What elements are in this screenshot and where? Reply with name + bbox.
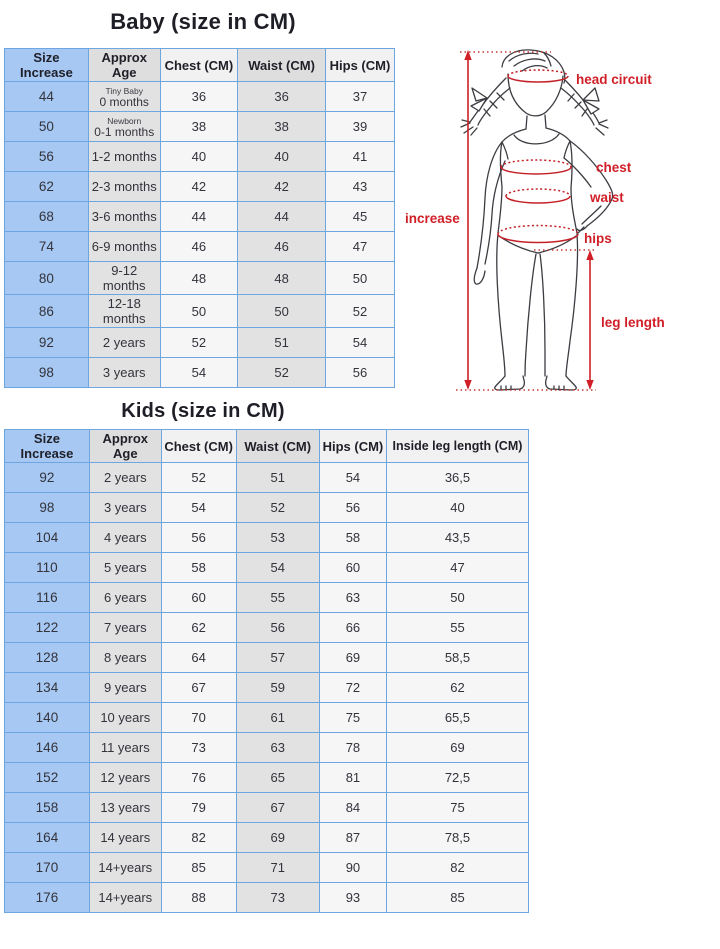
- hips-ellipse: [498, 226, 578, 243]
- cell-age: 14+years: [89, 883, 161, 913]
- cell-chest: 85: [161, 853, 236, 883]
- cell-age: 3 years: [89, 493, 161, 523]
- cell-size: 62: [5, 172, 89, 202]
- cell-hips: 81: [319, 763, 386, 793]
- cell-waist: 69: [236, 823, 319, 853]
- cell-hips: 58: [319, 523, 386, 553]
- cell-waist: 36: [238, 82, 326, 112]
- hips-label: hips: [584, 231, 612, 246]
- cell-size: 92: [5, 328, 89, 358]
- cell-chest: 64: [161, 643, 236, 673]
- cell-waist: 67: [236, 793, 319, 823]
- cell-waist: 46: [238, 232, 326, 262]
- cell-chest: 36: [160, 82, 238, 112]
- table-row: [5, 262, 395, 295]
- cell-waist: 53: [236, 523, 319, 553]
- cell-age: 14+years: [89, 853, 161, 883]
- cell-age: 7 years: [89, 613, 161, 643]
- cell-waist: 52: [236, 493, 319, 523]
- cell-waist: 73: [236, 883, 319, 913]
- column-header: Size Increase: [5, 430, 90, 463]
- cell-waist: 55: [236, 583, 319, 613]
- cell-hips: 87: [319, 823, 386, 853]
- age-note: Newborn: [107, 116, 142, 126]
- cell-waist: 61: [236, 703, 319, 733]
- cell-age: 3-6 months: [88, 202, 160, 232]
- cell-age: 10 years: [89, 703, 161, 733]
- cell-age: 2-3 months: [88, 172, 160, 202]
- table-row: [5, 673, 529, 703]
- table-row: [5, 583, 529, 613]
- cell-size: 92: [5, 463, 90, 493]
- header-row: [5, 49, 395, 82]
- cell-chest: 54: [160, 358, 238, 388]
- cell-size: 170: [5, 853, 90, 883]
- cell-age: 3 years: [88, 358, 160, 388]
- table-row: [5, 703, 529, 733]
- kids-size-table: [4, 429, 529, 913]
- cell-waist: 48: [238, 262, 326, 295]
- cell-age: 1-2 months: [88, 142, 160, 172]
- cell-chest: 50: [160, 295, 238, 328]
- table-row: [5, 793, 529, 823]
- cell-leg: 47: [386, 553, 528, 583]
- cell-waist: 44: [238, 202, 326, 232]
- table-row: [5, 232, 395, 262]
- cell-waist: 65: [236, 763, 319, 793]
- cell-leg: 62: [386, 673, 528, 703]
- cell-waist: 50: [238, 295, 326, 328]
- cell-chest: 73: [161, 733, 236, 763]
- cell-chest: 88: [161, 883, 236, 913]
- cell-hips: 84: [319, 793, 386, 823]
- cell-leg: 69: [386, 733, 528, 763]
- cell-age: 4 years: [89, 523, 161, 553]
- cell-size: 44: [5, 82, 89, 112]
- table-row: [5, 295, 395, 328]
- column-header: Size Increase: [5, 49, 89, 82]
- cell-size: 110: [5, 553, 90, 583]
- table-row: [5, 523, 529, 553]
- table-row: [5, 82, 395, 112]
- cell-age: 9 years: [89, 673, 161, 703]
- header-row: [5, 430, 529, 463]
- column-header: Hips (CM): [325, 49, 394, 82]
- table-row: [5, 142, 395, 172]
- table-row: [5, 358, 395, 388]
- cell-leg: 36,5: [386, 463, 528, 493]
- cell-leg: 43,5: [386, 523, 528, 553]
- cell-chest: 56: [161, 523, 236, 553]
- cell-chest: 62: [161, 613, 236, 643]
- cell-age: [88, 112, 160, 142]
- cell-waist: 59: [236, 673, 319, 703]
- cell-hips: 69: [319, 643, 386, 673]
- baby-section-title: Baby (size in CM): [110, 9, 296, 34]
- cell-leg: 82: [386, 853, 528, 883]
- measurement-figure: [398, 36, 720, 428]
- cell-hips: 56: [325, 358, 394, 388]
- cell-chest: 70: [161, 703, 236, 733]
- waist-ellipse: [506, 189, 570, 203]
- cell-size: 104: [5, 523, 90, 553]
- column-header: Chest (CM): [160, 49, 238, 82]
- cell-hips: 54: [325, 328, 394, 358]
- measurement-annotations: [405, 50, 665, 390]
- cell-chest: 54: [161, 493, 236, 523]
- cell-size: 74: [5, 232, 89, 262]
- cell-size: 140: [5, 703, 90, 733]
- cell-waist: 51: [238, 328, 326, 358]
- cell-chest: 60: [161, 583, 236, 613]
- column-header: Hips (CM): [319, 430, 386, 463]
- table-row: [5, 853, 529, 883]
- cell-age: 11 years: [89, 733, 161, 763]
- cell-size: 158: [5, 793, 90, 823]
- cell-size: 146: [5, 733, 90, 763]
- chest-label: chest: [596, 160, 632, 175]
- cell-hips: 54: [319, 463, 386, 493]
- table-row: [5, 613, 529, 643]
- leg-length-arrow: [586, 250, 593, 390]
- cell-waist: 51: [236, 463, 319, 493]
- cell-age: 2 years: [88, 328, 160, 358]
- cell-size: 164: [5, 823, 90, 853]
- cell-leg: 55: [386, 613, 528, 643]
- cell-age: 9-12 months: [88, 262, 160, 295]
- cell-leg: 65,5: [386, 703, 528, 733]
- cell-chest: 44: [160, 202, 238, 232]
- table-row: [5, 328, 395, 358]
- cell-size: 50: [5, 112, 89, 142]
- girl-measurement-illustration: [398, 36, 720, 428]
- cell-age: 12 years: [89, 763, 161, 793]
- cell-leg: 85: [386, 883, 528, 913]
- cell-chest: 58: [161, 553, 236, 583]
- cell-leg: 75: [386, 793, 528, 823]
- age-value: 0-1 months: [94, 125, 155, 139]
- table-row: [5, 823, 529, 853]
- cell-hips: 47: [325, 232, 394, 262]
- cell-hips: 50: [325, 262, 394, 295]
- cell-age: 14 years: [89, 823, 161, 853]
- column-header: Waist (CM): [236, 430, 319, 463]
- table-row: [5, 883, 529, 913]
- column-header: Approx Age: [89, 430, 161, 463]
- cell-waist: 71: [236, 853, 319, 883]
- age-note: Tiny Baby: [105, 86, 143, 96]
- cell-size: 68: [5, 202, 89, 232]
- cell-chest: 76: [161, 763, 236, 793]
- cell-chest: 46: [160, 232, 238, 262]
- cell-hips: 60: [319, 553, 386, 583]
- cell-waist: 63: [236, 733, 319, 763]
- cell-size: 152: [5, 763, 90, 793]
- cell-age: 2 years: [89, 463, 161, 493]
- cell-size: 86: [5, 295, 89, 328]
- cell-hips: 90: [319, 853, 386, 883]
- table-row: [5, 643, 529, 673]
- cell-waist: 56: [236, 613, 319, 643]
- cell-size: 128: [5, 643, 90, 673]
- cell-age: 8 years: [89, 643, 161, 673]
- cell-chest: 48: [160, 262, 238, 295]
- cell-chest: 40: [160, 142, 238, 172]
- cell-chest: 82: [161, 823, 236, 853]
- column-header: Approx Age: [88, 49, 160, 82]
- column-header: Waist (CM): [238, 49, 326, 82]
- cell-chest: 38: [160, 112, 238, 142]
- cell-size: 116: [5, 583, 90, 613]
- cell-hips: 56: [319, 493, 386, 523]
- cell-hips: 78: [319, 733, 386, 763]
- column-header: Inside leg length (CM): [386, 430, 528, 463]
- increase-label: increase: [405, 211, 460, 226]
- cell-waist: 38: [238, 112, 326, 142]
- cell-hips: 66: [319, 613, 386, 643]
- increase-arrow: [464, 50, 471, 390]
- cell-hips: 43: [325, 172, 394, 202]
- leg-length-label: leg length: [601, 315, 665, 330]
- cell-chest: 79: [161, 793, 236, 823]
- cell-size: 134: [5, 673, 90, 703]
- table-row: [5, 112, 395, 142]
- cell-chest: 52: [161, 463, 236, 493]
- cell-size: 176: [5, 883, 90, 913]
- cell-age: 5 years: [89, 553, 161, 583]
- cell-age: 12-18 months: [88, 295, 160, 328]
- waist-label: waist: [590, 190, 624, 205]
- cell-size: 56: [5, 142, 89, 172]
- cell-waist: 52: [238, 358, 326, 388]
- table-row: [5, 493, 529, 523]
- cell-waist: 54: [236, 553, 319, 583]
- table-row: [5, 553, 529, 583]
- cell-size: 122: [5, 613, 90, 643]
- cell-hips: 41: [325, 142, 394, 172]
- cell-hips: 52: [325, 295, 394, 328]
- cell-leg: 78,5: [386, 823, 528, 853]
- cell-leg: 50: [386, 583, 528, 613]
- cell-size: 98: [5, 493, 90, 523]
- head-circuit-ellipse: [508, 70, 568, 82]
- cell-chest: 67: [161, 673, 236, 703]
- cell-size: 80: [5, 262, 89, 295]
- cell-waist: 57: [236, 643, 319, 673]
- table-row: [5, 763, 529, 793]
- chest-ellipse: [501, 160, 571, 174]
- cell-leg: 72,5: [386, 763, 528, 793]
- cell-hips: 37: [325, 82, 394, 112]
- cell-leg: 40: [386, 493, 528, 523]
- kids-section-title: Kids (size in CM): [121, 400, 285, 422]
- cell-hips: 63: [319, 583, 386, 613]
- cell-waist: 42: [238, 172, 326, 202]
- cell-age: 6 years: [89, 583, 161, 613]
- cell-hips: 72: [319, 673, 386, 703]
- table-row: [5, 733, 529, 763]
- cell-leg: 58,5: [386, 643, 528, 673]
- head-circuit-label: head circuit: [576, 72, 652, 87]
- cell-age: 6-9 months: [88, 232, 160, 262]
- cell-waist: 40: [238, 142, 326, 172]
- cell-hips: 45: [325, 202, 394, 232]
- cell-chest: 42: [160, 172, 238, 202]
- cell-chest: 52: [160, 328, 238, 358]
- cell-age: [88, 82, 160, 112]
- cell-hips: 75: [319, 703, 386, 733]
- table-row: [5, 463, 529, 493]
- cell-age: 13 years: [89, 793, 161, 823]
- column-header: Chest (CM): [161, 430, 236, 463]
- table-row: [5, 202, 395, 232]
- baby-size-table: [4, 48, 395, 388]
- table-row: [5, 172, 395, 202]
- cell-size: 98: [5, 358, 89, 388]
- cell-hips: 39: [325, 112, 394, 142]
- cell-hips: 93: [319, 883, 386, 913]
- age-value: 0 months: [99, 95, 149, 109]
